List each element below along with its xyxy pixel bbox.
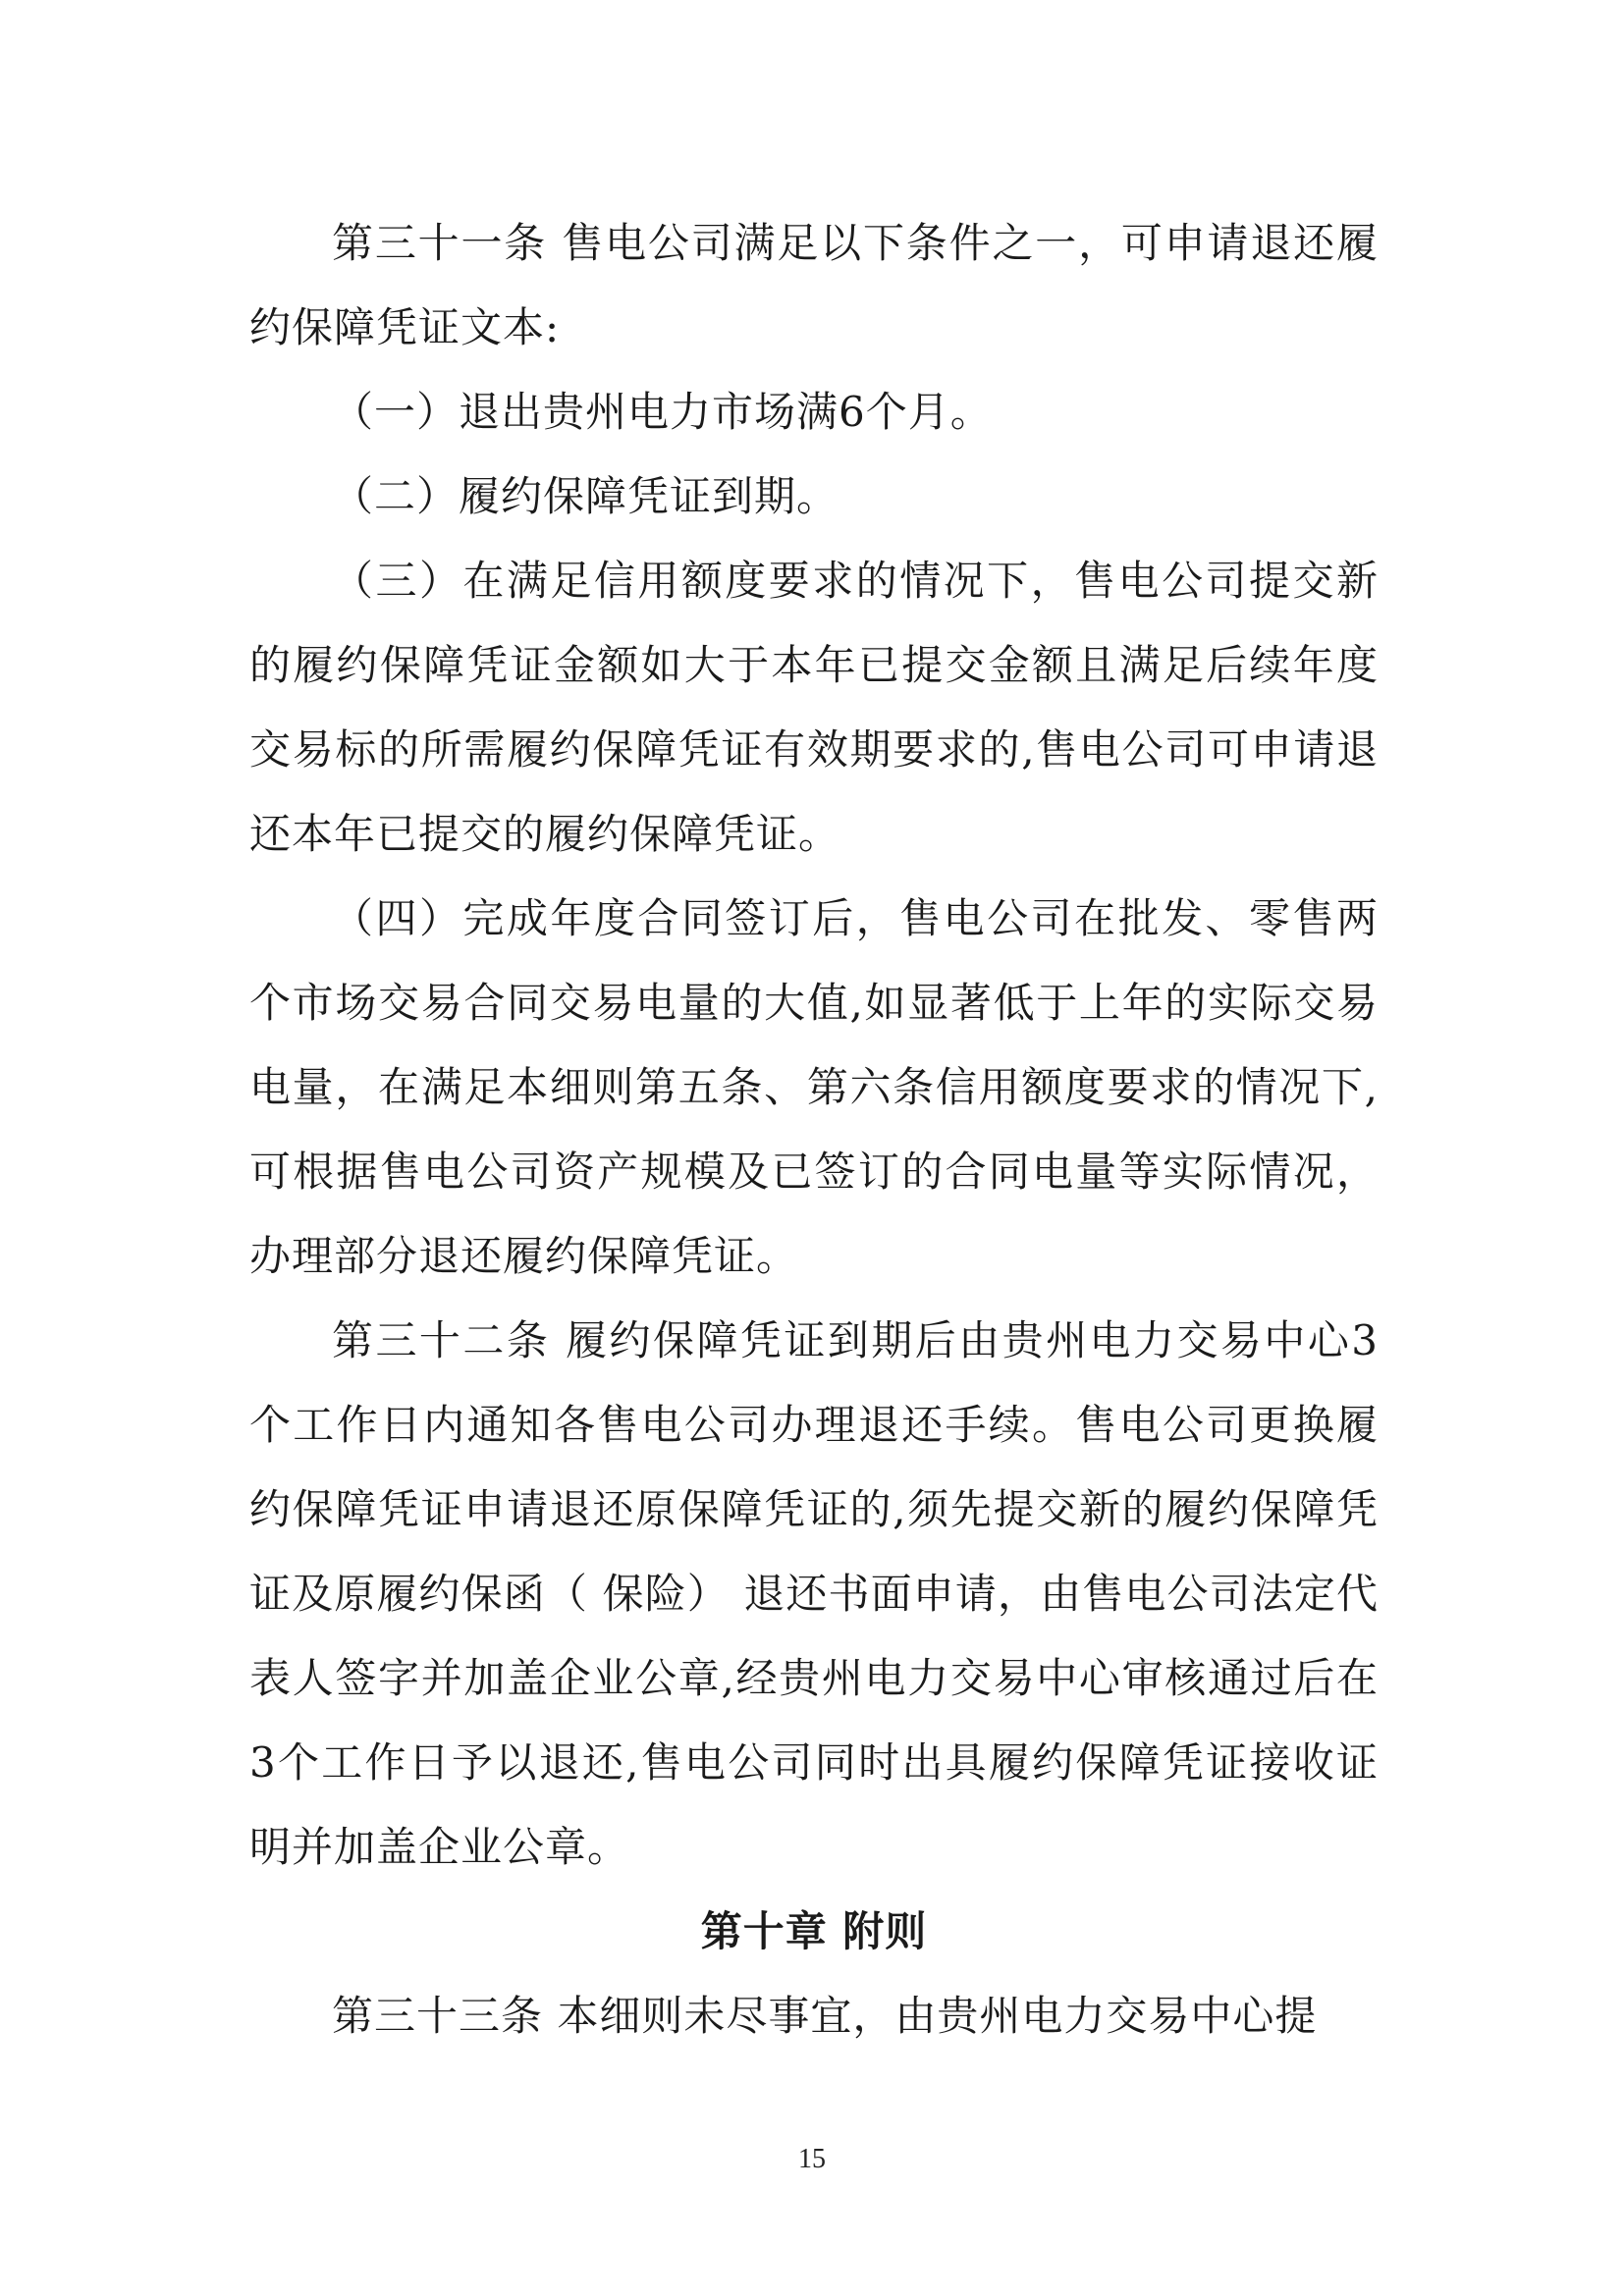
article-31-item-2: （二）履约保障凭证到期。 — [332, 472, 839, 520]
document-body — [249, 201, 1379, 2058]
article-33: 第三十三条 本细则未尽事宜，由贵州电力交易中心提 — [332, 1992, 1318, 2040]
article-31-item-1: （一）退出贵州电力市场满6个月。 — [332, 388, 993, 436]
article-31-item-3: （三）在满足信用额度要求的情况下，售电公司提交新的履约保障凭证金额如大于本年已提交金额且满足后续年度交易标的所需履约保障凭证有效期要求的,售电公司可申请退还本年已提交的履约保障凭证。 — [249, 557, 1379, 858]
chapter-title: 第十章 附则 — [700, 1907, 928, 1955]
article-31: 第三十一条 售电公司满足以下条件之一，可申请退还履约保障凭证文本: — [249, 219, 1379, 351]
article-31-item-4: （四）完成年度合同签订后，售电公司在批发、零售两个市场交易合同交易电量的大值,如显著低于上年的实际交易电量，在满足本细则第五条、第六条信用额度要求的情况下,可根据售电公司资产规模及已签订的合同电量等实际情况，办理部分退还履约保障凭证。 — [249, 894, 1379, 1280]
page-number: 15 — [798, 2144, 826, 2174]
article-32: 第三十二条 履约保障凭证到期后由贵州电力交易中心3个工作日内通知各售电公司办理退还手续。售电公司更换履约保障凭证申请退还原保障凭证的,须先提交新的履约保障凭证及原履约保函（ 保险） 退还书面申请，由售电公司法定代表人签字并加盖企业公章,经贵州电力交易中心审核通过后在 3个工作日予以退还,售电公司同时出具履约保障凭证接收证明并加盖企业公章。 — [249, 1316, 1379, 1871]
